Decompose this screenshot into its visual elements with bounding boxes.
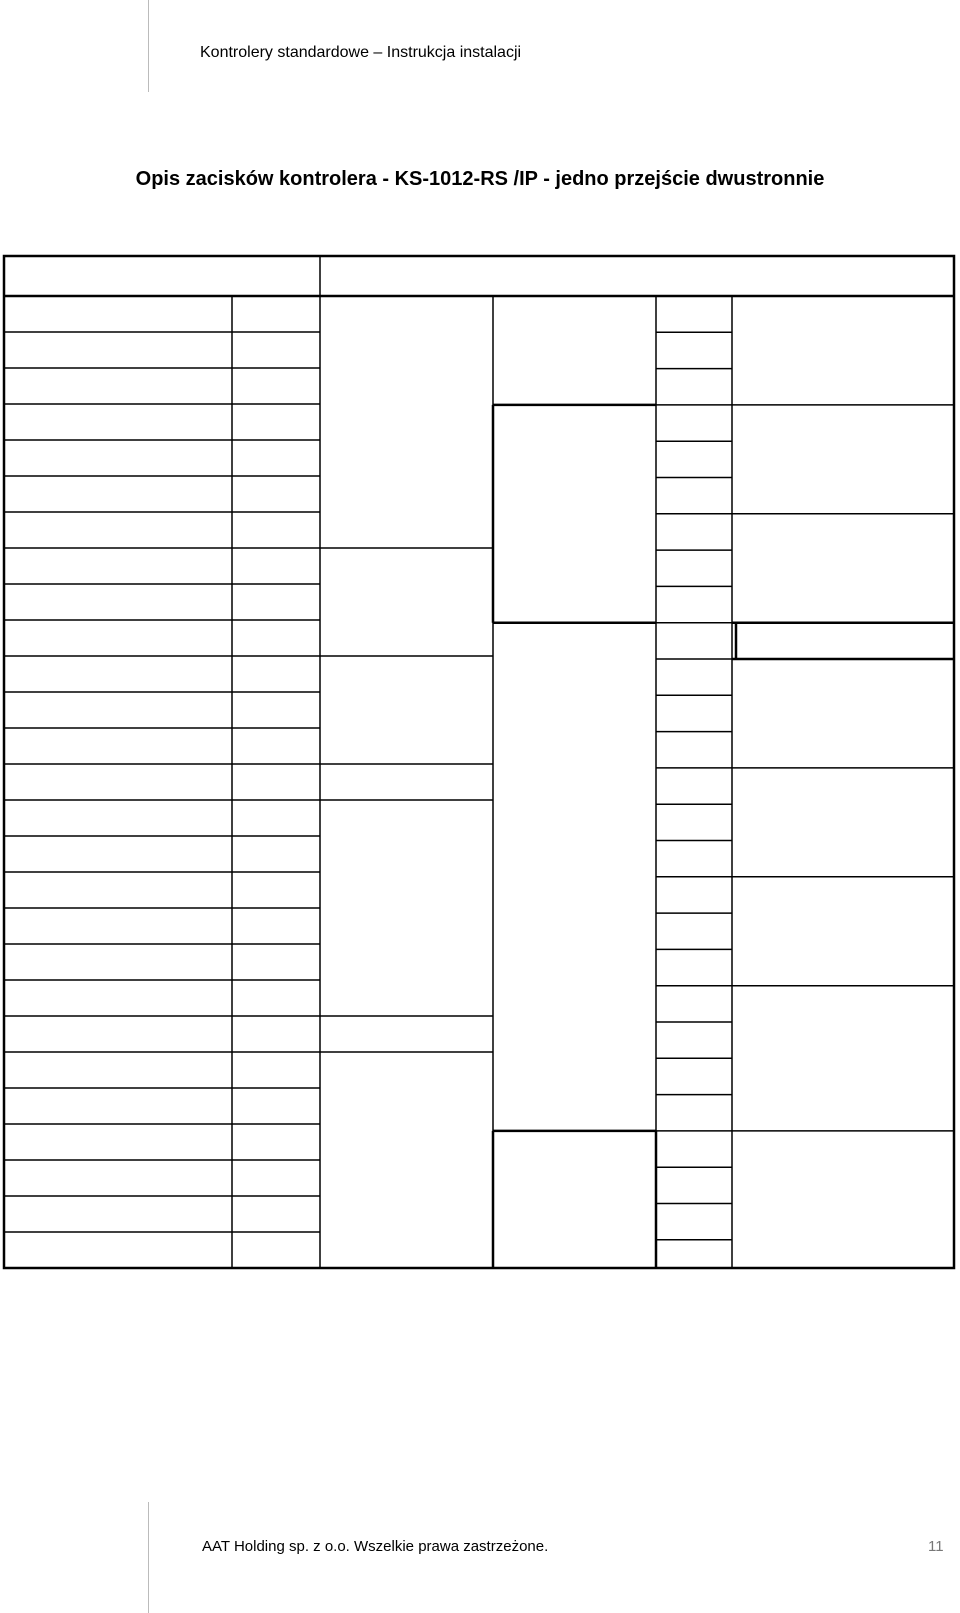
- column-header: [656, 263, 732, 296]
- left-opis-cell: [232, 620, 320, 656]
- right-opis-cell: [656, 550, 732, 586]
- right-function-cell: [732, 778, 954, 824]
- left-section-name-line: [320, 364, 493, 387]
- right-function-cell: [732, 424, 954, 470]
- left-opis-cell: [232, 728, 320, 764]
- right-function-cell-line: [732, 695, 954, 718]
- column-header: [320, 263, 493, 296]
- right-section-name: [493, 794, 656, 909]
- left-function-cell: [4, 836, 232, 872]
- left-function-cell: [4, 1232, 232, 1268]
- right-section-name-line: [493, 840, 656, 863]
- left-opis-cell: [232, 656, 320, 692]
- right-opis-cell: [656, 877, 732, 913]
- left-section-name-line: [320, 387, 493, 410]
- left-function-cell: [4, 296, 232, 332]
- right-function-cell-line: [732, 640, 954, 663]
- page-title: Opis zacisków kontrolera - KS-1012-RS /IP - jedno przejście dwustronnie: [135, 168, 825, 190]
- left-function-cell: [4, 1124, 232, 1160]
- left-section-name-line: [320, 904, 493, 927]
- right-section-name-line: [493, 470, 656, 493]
- right-function-cell-line: [732, 672, 954, 695]
- left-function-cell: [4, 548, 232, 584]
- left-function-cell: [4, 584, 232, 620]
- left-section-name-line: [320, 1158, 493, 1181]
- right-section-name: [493, 320, 656, 366]
- right-opis-cell: [656, 1131, 732, 1167]
- right-opis-cell: [656, 1240, 732, 1276]
- left-section-name-line: [320, 858, 493, 881]
- right-opis-cell: [656, 841, 732, 877]
- left-function-cell: [4, 1160, 232, 1196]
- left-opis-cell: [232, 764, 320, 800]
- left-function-cell: [4, 764, 232, 800]
- left-opis-cell: [232, 1088, 320, 1124]
- right-function-cell-line: [732, 424, 954, 447]
- right-function-cell-line: [732, 994, 954, 1017]
- right-function-cell: [732, 672, 954, 718]
- left-opis-cell: [232, 800, 320, 836]
- left-section-name: [320, 1112, 493, 1204]
- right-opis-cell: [656, 332, 732, 368]
- right-opis-cell: [656, 441, 732, 477]
- right-opis-cell: [656, 1022, 732, 1058]
- right-function-cell-line: [732, 320, 954, 343]
- left-section-name-line: [320, 692, 493, 715]
- right-section-name-line: [493, 1160, 656, 1183]
- left-function-cell: [4, 512, 232, 548]
- left-section-name-line: [320, 715, 493, 738]
- right-function-cell-line: [732, 1140, 954, 1163]
- column-header: [4, 263, 232, 296]
- right-function-cell-line: [732, 1017, 954, 1040]
- right-opis-cell: [656, 369, 732, 405]
- left-function-cell: [4, 1052, 232, 1088]
- left-opis-cell: [232, 548, 320, 584]
- left-opis-cell: [232, 944, 320, 980]
- right-function-cell-line: [732, 911, 954, 934]
- left-opis-cell: [232, 512, 320, 548]
- right-section-name-line: [493, 817, 656, 840]
- left-function-cell: [4, 800, 232, 836]
- right-function-cell-line: [732, 1186, 954, 1209]
- right-opis-cell: [656, 659, 732, 695]
- right-function-cell: [732, 530, 954, 576]
- right-opis-cell: [656, 1058, 732, 1094]
- left-opis-cell: [232, 368, 320, 404]
- left-function-cell: [4, 944, 232, 980]
- right-function-cell-line: [732, 801, 954, 824]
- right-section-name-line: [493, 493, 656, 516]
- right-function-cell-line: [732, 778, 954, 801]
- left-function-cell: [4, 1196, 232, 1232]
- column-header: [493, 263, 656, 296]
- right-function-cell-line: [732, 343, 954, 366]
- column-header: [732, 263, 954, 296]
- right-opis-cell: [656, 514, 732, 550]
- left-opis-cell: [232, 1124, 320, 1160]
- left-section-name-line: [320, 1135, 493, 1158]
- left-opis-cell: [232, 1232, 320, 1268]
- left-section-name: [320, 692, 493, 738]
- right-opis-cell: [656, 586, 732, 622]
- left-section-name-line: [320, 881, 493, 904]
- left-function-cell: [4, 1016, 232, 1052]
- left-function-cell: [4, 404, 232, 440]
- right-opis-cell: [656, 986, 732, 1022]
- right-opis-cell: [656, 1204, 732, 1240]
- left-opis-cell: [232, 980, 320, 1016]
- right-function-cell-line: [732, 888, 954, 911]
- left-function-cell: [4, 1088, 232, 1124]
- right-opis-cell: [656, 405, 732, 441]
- left-section-name-line: [320, 651, 493, 674]
- left-opis-cell: [232, 296, 320, 332]
- left-opis-cell: [232, 1196, 320, 1232]
- left-function-cell: [4, 476, 232, 512]
- right-function-cell: [732, 640, 954, 663]
- column-header: [232, 263, 320, 296]
- left-opis-cell: [232, 476, 320, 512]
- right-function-cell: [732, 320, 954, 366]
- footer-rule: [148, 1502, 149, 1613]
- right-function-cell-line: [732, 1163, 954, 1186]
- right-section-name-line: [493, 1183, 656, 1206]
- right-opis-cell: [656, 949, 732, 985]
- left-opis-cell: [232, 692, 320, 728]
- right-function-cell: [732, 994, 954, 1040]
- left-opis-cell: [232, 584, 320, 620]
- left-opis-cell: [232, 908, 320, 944]
- left-section-name: [320, 651, 493, 674]
- left-function-cell: [4, 620, 232, 656]
- right-opis-cell: [656, 296, 732, 332]
- right-section-name: [493, 1160, 656, 1206]
- right-opis-cell: [656, 913, 732, 949]
- right-function-cell: [732, 888, 954, 934]
- left-section-name-line: [320, 927, 493, 950]
- left-section-name: [320, 364, 493, 410]
- left-opis-cell: [232, 332, 320, 368]
- left-section-name-line: [320, 1181, 493, 1204]
- left-function-cell: [4, 332, 232, 368]
- left-section-name: [320, 858, 493, 950]
- right-opis-cell: [656, 768, 732, 804]
- footer-copyright: AAT Holding sp. z o.o. Wszelkie prawa zastrzeżone.: [202, 1538, 549, 1555]
- right-function-cell-line: [732, 553, 954, 576]
- left-opis-cell: [232, 872, 320, 908]
- left-function-cell: [4, 440, 232, 476]
- right-function-cell-line: [732, 447, 954, 470]
- running-header: Kontrolery standardowe – Instrukcja instalacji: [200, 44, 522, 61]
- left-function-cell: [4, 980, 232, 1016]
- left-opis-cell: [232, 440, 320, 476]
- right-opis-cell: [656, 478, 732, 514]
- left-section-name-line: [320, 1112, 493, 1135]
- right-opis-cell: [656, 623, 732, 659]
- left-opis-cell: [232, 836, 320, 872]
- right-opis-cell: [656, 1095, 732, 1131]
- right-section-name-line: [493, 886, 656, 909]
- right-function-cell: [732, 1140, 954, 1209]
- left-function-cell: [4, 908, 232, 944]
- left-opis-cell: [232, 1160, 320, 1196]
- left-function-cell: [4, 692, 232, 728]
- right-opis-cell: [656, 804, 732, 840]
- left-function-cell: [4, 728, 232, 764]
- page-number: 11: [928, 1538, 944, 1555]
- right-section-name: [493, 470, 656, 516]
- right-function-cell-line: [732, 530, 954, 553]
- right-section-name-line: [493, 863, 656, 886]
- right-opis-cell: [656, 732, 732, 768]
- left-opis-cell: [232, 1052, 320, 1088]
- right-section-name-line: [493, 320, 656, 343]
- left-function-cell: [4, 368, 232, 404]
- left-opis-cell: [232, 1016, 320, 1052]
- left-opis-cell: [232, 404, 320, 440]
- right-opis-cell: [656, 1167, 732, 1203]
- right-opis-cell: [656, 695, 732, 731]
- right-section-name-line: [493, 343, 656, 366]
- left-function-cell: [4, 872, 232, 908]
- right-section-name-line: [493, 794, 656, 817]
- left-function-cell: [4, 656, 232, 692]
